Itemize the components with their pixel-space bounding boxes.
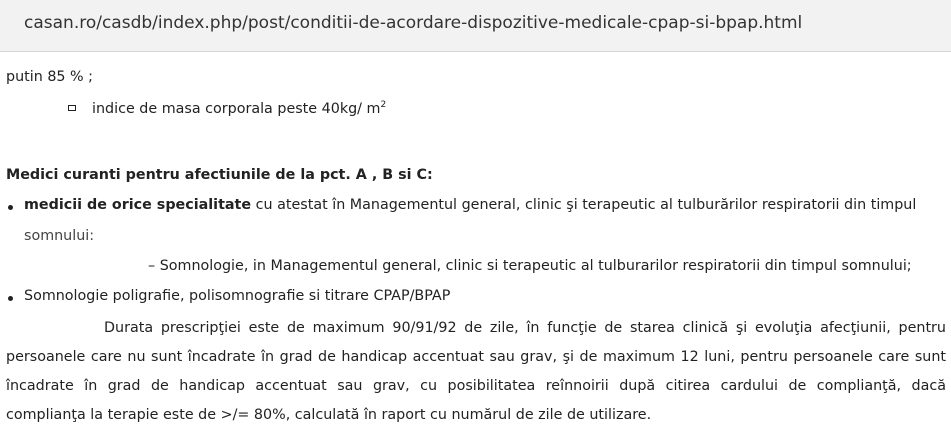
address-bar[interactable] xyxy=(0,0,951,52)
bullet-icon xyxy=(8,296,13,301)
article-content xyxy=(0,52,951,438)
superscript: 2 xyxy=(380,100,387,110)
square-bullet-icon xyxy=(68,105,76,111)
list-item xyxy=(68,100,386,117)
list-item-text: indice de masa corporala peste 40kg/ m xyxy=(92,100,381,117)
paragraph-line: persoanele care nu sunt încadrate în grad de handicap accentuat sau grav, şi de maximum 12 luni, pentru persoanele care sunt xyxy=(6,349,946,365)
paragraph-line: complianţa la terapie este de >/= 80%, calculată în raport cu numărul de zile de utilizare. xyxy=(6,407,652,423)
bullet-icon xyxy=(8,205,13,210)
text-line: putin 85 % ; xyxy=(6,69,94,85)
url-text[interactable]: casan.ro/casdb/index.php/post/conditii-de-acordare-dispozitive-medicale-cpap-si-bpap.html xyxy=(24,13,803,33)
list-item: Somnologie poligrafie, polisomnografie si titrare CPAP/BPAP xyxy=(24,288,451,304)
list-item xyxy=(24,197,916,213)
paragraph-line: Durata prescripţiei este de maximum 90/91/92 de zile, în funcţie de starea clinică şi evoluţia afecţiunii, pentru xyxy=(104,320,946,336)
paragraph-line: încadrate în grad de handicap accentuat sau grav, cu posibilitatea reînnoirii după citirea cardului de complianţă, dacă xyxy=(6,378,946,394)
bold-text: medicii de orice specialitate xyxy=(24,197,252,213)
list-item-text: cu atestat în Managementul general, clinic şi terapeutic al tulburărilor respiratorii din timpul xyxy=(251,197,917,213)
section-heading: Medici curanti pentru afectiunile de la pct. A , B si C: xyxy=(6,167,433,183)
sub-list-item: – Somnologie, in Managementul general, clinic si terapeutic al tulburarilor respiratorii din timpul somnului; xyxy=(148,258,912,274)
list-item-continuation: somnului: xyxy=(24,228,95,244)
